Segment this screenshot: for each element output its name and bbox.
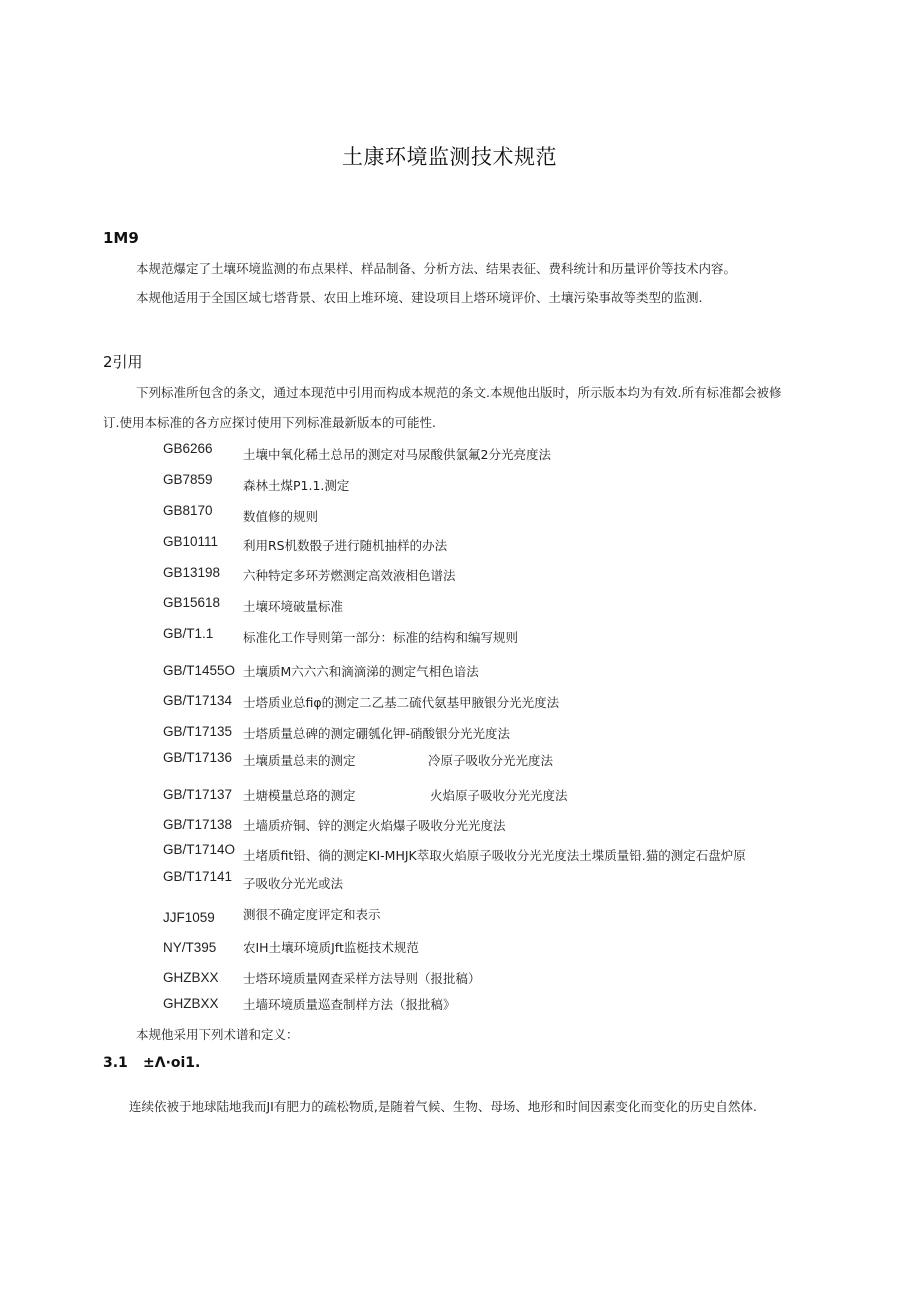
reference-code: GB10111 bbox=[163, 534, 219, 549]
section-1-heading: 1M9 bbox=[103, 229, 139, 247]
section-1-paragraph-2: 本规他适用于全国区域七塔背景、农田上堆环境、建设项目上塔环境评价、土壤污染事故等类型的监测. bbox=[136, 290, 703, 305]
reference-title: 士塔环境质量网查采样方法导则（报批稿） bbox=[243, 971, 481, 986]
reference-title: 农IH土壤环境质Jft监梃技术规范 bbox=[243, 940, 419, 955]
reference-title: 子吸收分光光或法 bbox=[243, 876, 344, 891]
reference-title: 六种特定多环芳燃测定高效液相色谱法 bbox=[243, 568, 456, 583]
reference-code: GB/T17136 bbox=[163, 750, 233, 765]
reference-title: 土壤中氧化稀土总吊的测定对马尿酸供氯氟2分光亮度法 bbox=[243, 447, 551, 462]
section-2-intro-line-2: 订.使用本标准的各方应探讨使用下列标准最新版本的可能性. bbox=[103, 415, 436, 430]
reference-code: GB/T1.1 bbox=[163, 626, 214, 641]
reference-code: GB/T17141 bbox=[163, 869, 233, 884]
reference-title: 土壤质量总耒的测定 bbox=[243, 753, 356, 768]
reference-title: 士塔质量总碑的测定硼瓠化钾-硝酸银分光光度法 bbox=[243, 726, 511, 741]
reference-code: GB/T17134 bbox=[163, 693, 233, 708]
reference-title: 士塔质业总fiφ的测定二乙基二硫代氨基甲腋银分光光度法 bbox=[243, 695, 560, 710]
terms-intro: 本规他采用下列术谱和定义： bbox=[136, 1027, 299, 1042]
reference-code: GB8170 bbox=[163, 503, 213, 518]
reference-code: GB7859 bbox=[163, 472, 213, 487]
reference-code: GB/T17135 bbox=[163, 724, 233, 739]
reference-code: GB13198 bbox=[163, 565, 221, 580]
reference-code: GB/T17137 bbox=[163, 787, 233, 802]
reference-title: 标准化工作导则第一部分：标准的结构和编写规则 bbox=[243, 630, 519, 645]
section-1-paragraph-1: 本规范爆定了土壤环境监测的布点果样、样品制备、分析方法、结果表征、费科统计和历量评价等技术内容。 bbox=[136, 261, 737, 276]
reference-title: 土墙质疥铜、锌的测定火焰爆子吸收分光光度法 bbox=[243, 818, 506, 833]
section-3-1-definition: 连续依被于地球陆地我而JI有肥力的疏松物质,是随着气候、生物、母场、地形和时间因素变化而变化的历史自然体. bbox=[129, 1099, 757, 1114]
section-2-heading: 2引用 bbox=[103, 353, 143, 371]
reference-code: GB/T1714O bbox=[163, 842, 236, 857]
reference-code: JJF1059 bbox=[163, 910, 215, 925]
section-2-intro-line-1: 下列标准所包含的条文，通过本现范中引用而构成本规范的条文.本规他出版时，所示版本均为有效.所有标准都会被修 bbox=[136, 385, 782, 400]
reference-code: GHZBXX bbox=[163, 970, 219, 985]
reference-title: 土壤环境破量标准 bbox=[243, 599, 344, 614]
reference-title: 测很不确定度评定和表示 bbox=[243, 907, 381, 922]
reference-title-method: 火焰原子吸收分光光度法 bbox=[430, 788, 568, 803]
section-3-1-number: 3.1 bbox=[103, 1055, 128, 1071]
reference-code: GB15618 bbox=[163, 595, 221, 610]
reference-title-method: 冷原子吸收分光光度法 bbox=[428, 753, 554, 768]
reference-title: 数值修的规则 bbox=[243, 509, 319, 524]
reference-code: GB6266 bbox=[163, 441, 213, 456]
reference-code: GB/T17138 bbox=[163, 817, 233, 832]
reference-title: 土壤质M六六六和滴滴涕的测定气相色谙法 bbox=[243, 664, 479, 679]
reference-code: GB/T1455O bbox=[163, 663, 236, 678]
section-3-1-heading: ±Λ·oi1. bbox=[143, 1055, 201, 1071]
reference-title: 利用RS机数骰子进行随机抽样的办法 bbox=[243, 538, 448, 553]
reference-title: 土墙环境质量巡查制样方法（报批稿》 bbox=[243, 997, 456, 1012]
reference-title: 土堵质fit铅、徜的测定KI-MHJK萃取火焰原子吸收分光光度法土堞质量铅.猫的测定石盘炉原 bbox=[243, 848, 746, 863]
reference-code: GHZBXX bbox=[163, 996, 219, 1011]
reference-title: 土塘模量总珞的测定 bbox=[243, 788, 356, 803]
page-title: 土康环境监测技术规范 bbox=[342, 145, 557, 169]
reference-title: 森林土煤P1.1.测定 bbox=[243, 478, 350, 493]
reference-code: NY/T395 bbox=[163, 940, 217, 955]
